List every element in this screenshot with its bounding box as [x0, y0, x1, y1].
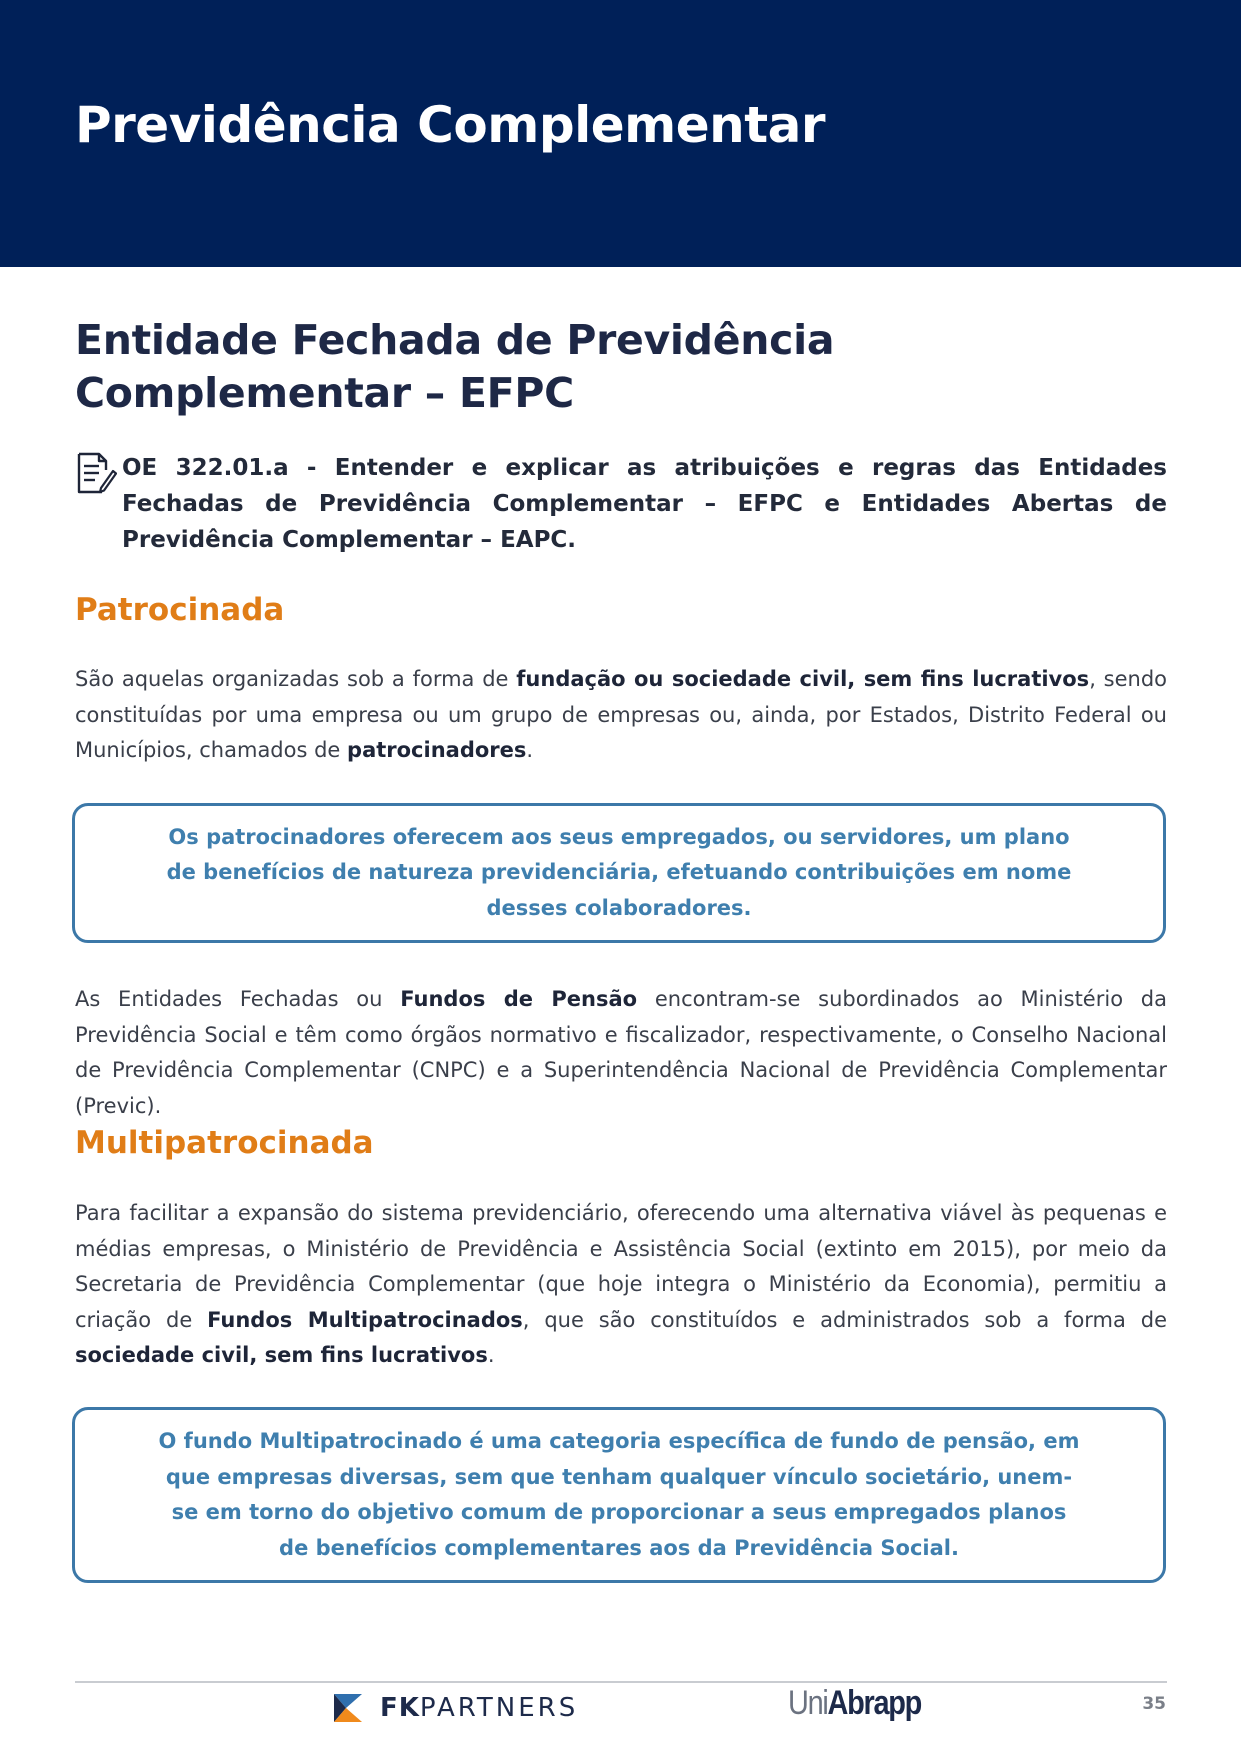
text-run: São aquelas organizadas sob a forma de: [75, 667, 517, 691]
text-run: Para facilitar a expansão do sistema previdenciário, oferecendo uma alternativa viável às pequenas e médias empresas, o Ministério de Previdência e Assistência Social (extinto em 2015), por meio da Secretaria de Previdência Complementar (que hoje integra o Ministério da Economia), permitiu a criação de: [75, 1201, 1167, 1332]
fk-wordmark-bold: FK: [380, 1693, 420, 1723]
objective-text: OE 322.01.a - Entender e explicar as atribuições e regras das Entidades Fechadas de Previdência Complementar – EFPC e Entidades Abertas de Previdência Complementar – EAPC.: [122, 455, 1167, 553]
uniabrapp-suffix: Abrapp: [827, 1684, 922, 1722]
page-header-band: [0, 0, 1241, 267]
text-run: .: [487, 1343, 495, 1367]
bold-text-run: Fundos Multipatrocinados: [207, 1307, 523, 1332]
callout-text: Os patrocinadores oferecem aos seus empregados, ou servidores, um plano de benefícios de natureza previdenciária, efetuando contribuições em nome desses colaboradores.: [166, 824, 1072, 920]
text-run: , que são constituídos e administrados sob a forma de: [522, 1307, 1167, 1332]
bold-text-run: Fundos de Pensão: [400, 987, 638, 1011]
footer-divider: [75, 1681, 1167, 1683]
callout-box-patrocinadores: [72, 803, 1166, 943]
learning-objective: [75, 450, 1167, 558]
fk-partners-mark-icon: [332, 1692, 364, 1724]
fk-partners-logo: [332, 1690, 578, 1726]
paragraph-multipatrocinada: [75, 1196, 1167, 1374]
paragraph-patrocinada-definition: [75, 662, 1167, 769]
text-run: As Entidades Fechadas ou: [75, 987, 401, 1011]
text-run: encontram-se subordinados ao Ministério da Previdência Social e têm como órgãos normativo e fiscalizador, respectivamente, o Conselho Nacional de Previdência Complementar (CNPC) e a Superintendência Nacional de Previdência Complementar (Previc).: [75, 987, 1167, 1118]
heading-patrocinada: Patrocinada: [75, 592, 285, 628]
section-title: Entidade Fechada de Previdência Complementar – EFPC: [75, 316, 835, 417]
page-header-title: Previdência Complementar: [75, 96, 826, 154]
text-run: , sendo constituídas por uma empresa ou um grupo de empresas ou, ainda, por Estados, Distrito Federal ou Municípios, chamados de: [75, 667, 1168, 762]
uniabrapp-logo: [788, 1684, 921, 1723]
callout-text: O fundo Multipatrocinado é uma categoria específica de fundo de pensão, em que empresas diversas, sem que tenham qualquer vínculo societário, unem-se em torno do objetivo comum de proporcionar a seus empregados planos de benefícios complementares aos da Previdência Social.: [158, 1429, 1080, 1560]
paragraph-fundos-de-pensao: [75, 982, 1167, 1124]
uniabrapp-prefix: Uni: [788, 1684, 828, 1722]
bold-text-run: fundação ou sociedade civil, sem fins lucrativos: [516, 667, 1090, 691]
heading-multipatrocinada: Multipatrocinada: [75, 1125, 374, 1161]
document-edit-icon: [75, 452, 117, 496]
text-run: .: [526, 738, 534, 762]
bold-text-run: patrocinadores: [347, 738, 527, 762]
fk-partners-wordmark: [380, 1693, 578, 1723]
page-number: 35: [1142, 1694, 1166, 1714]
callout-box-multipatrocinado: [72, 1407, 1166, 1583]
bold-text-run: sociedade civil, sem fins lucrativos: [75, 1343, 488, 1367]
fk-wordmark-rest: PARTNERS: [419, 1693, 579, 1723]
